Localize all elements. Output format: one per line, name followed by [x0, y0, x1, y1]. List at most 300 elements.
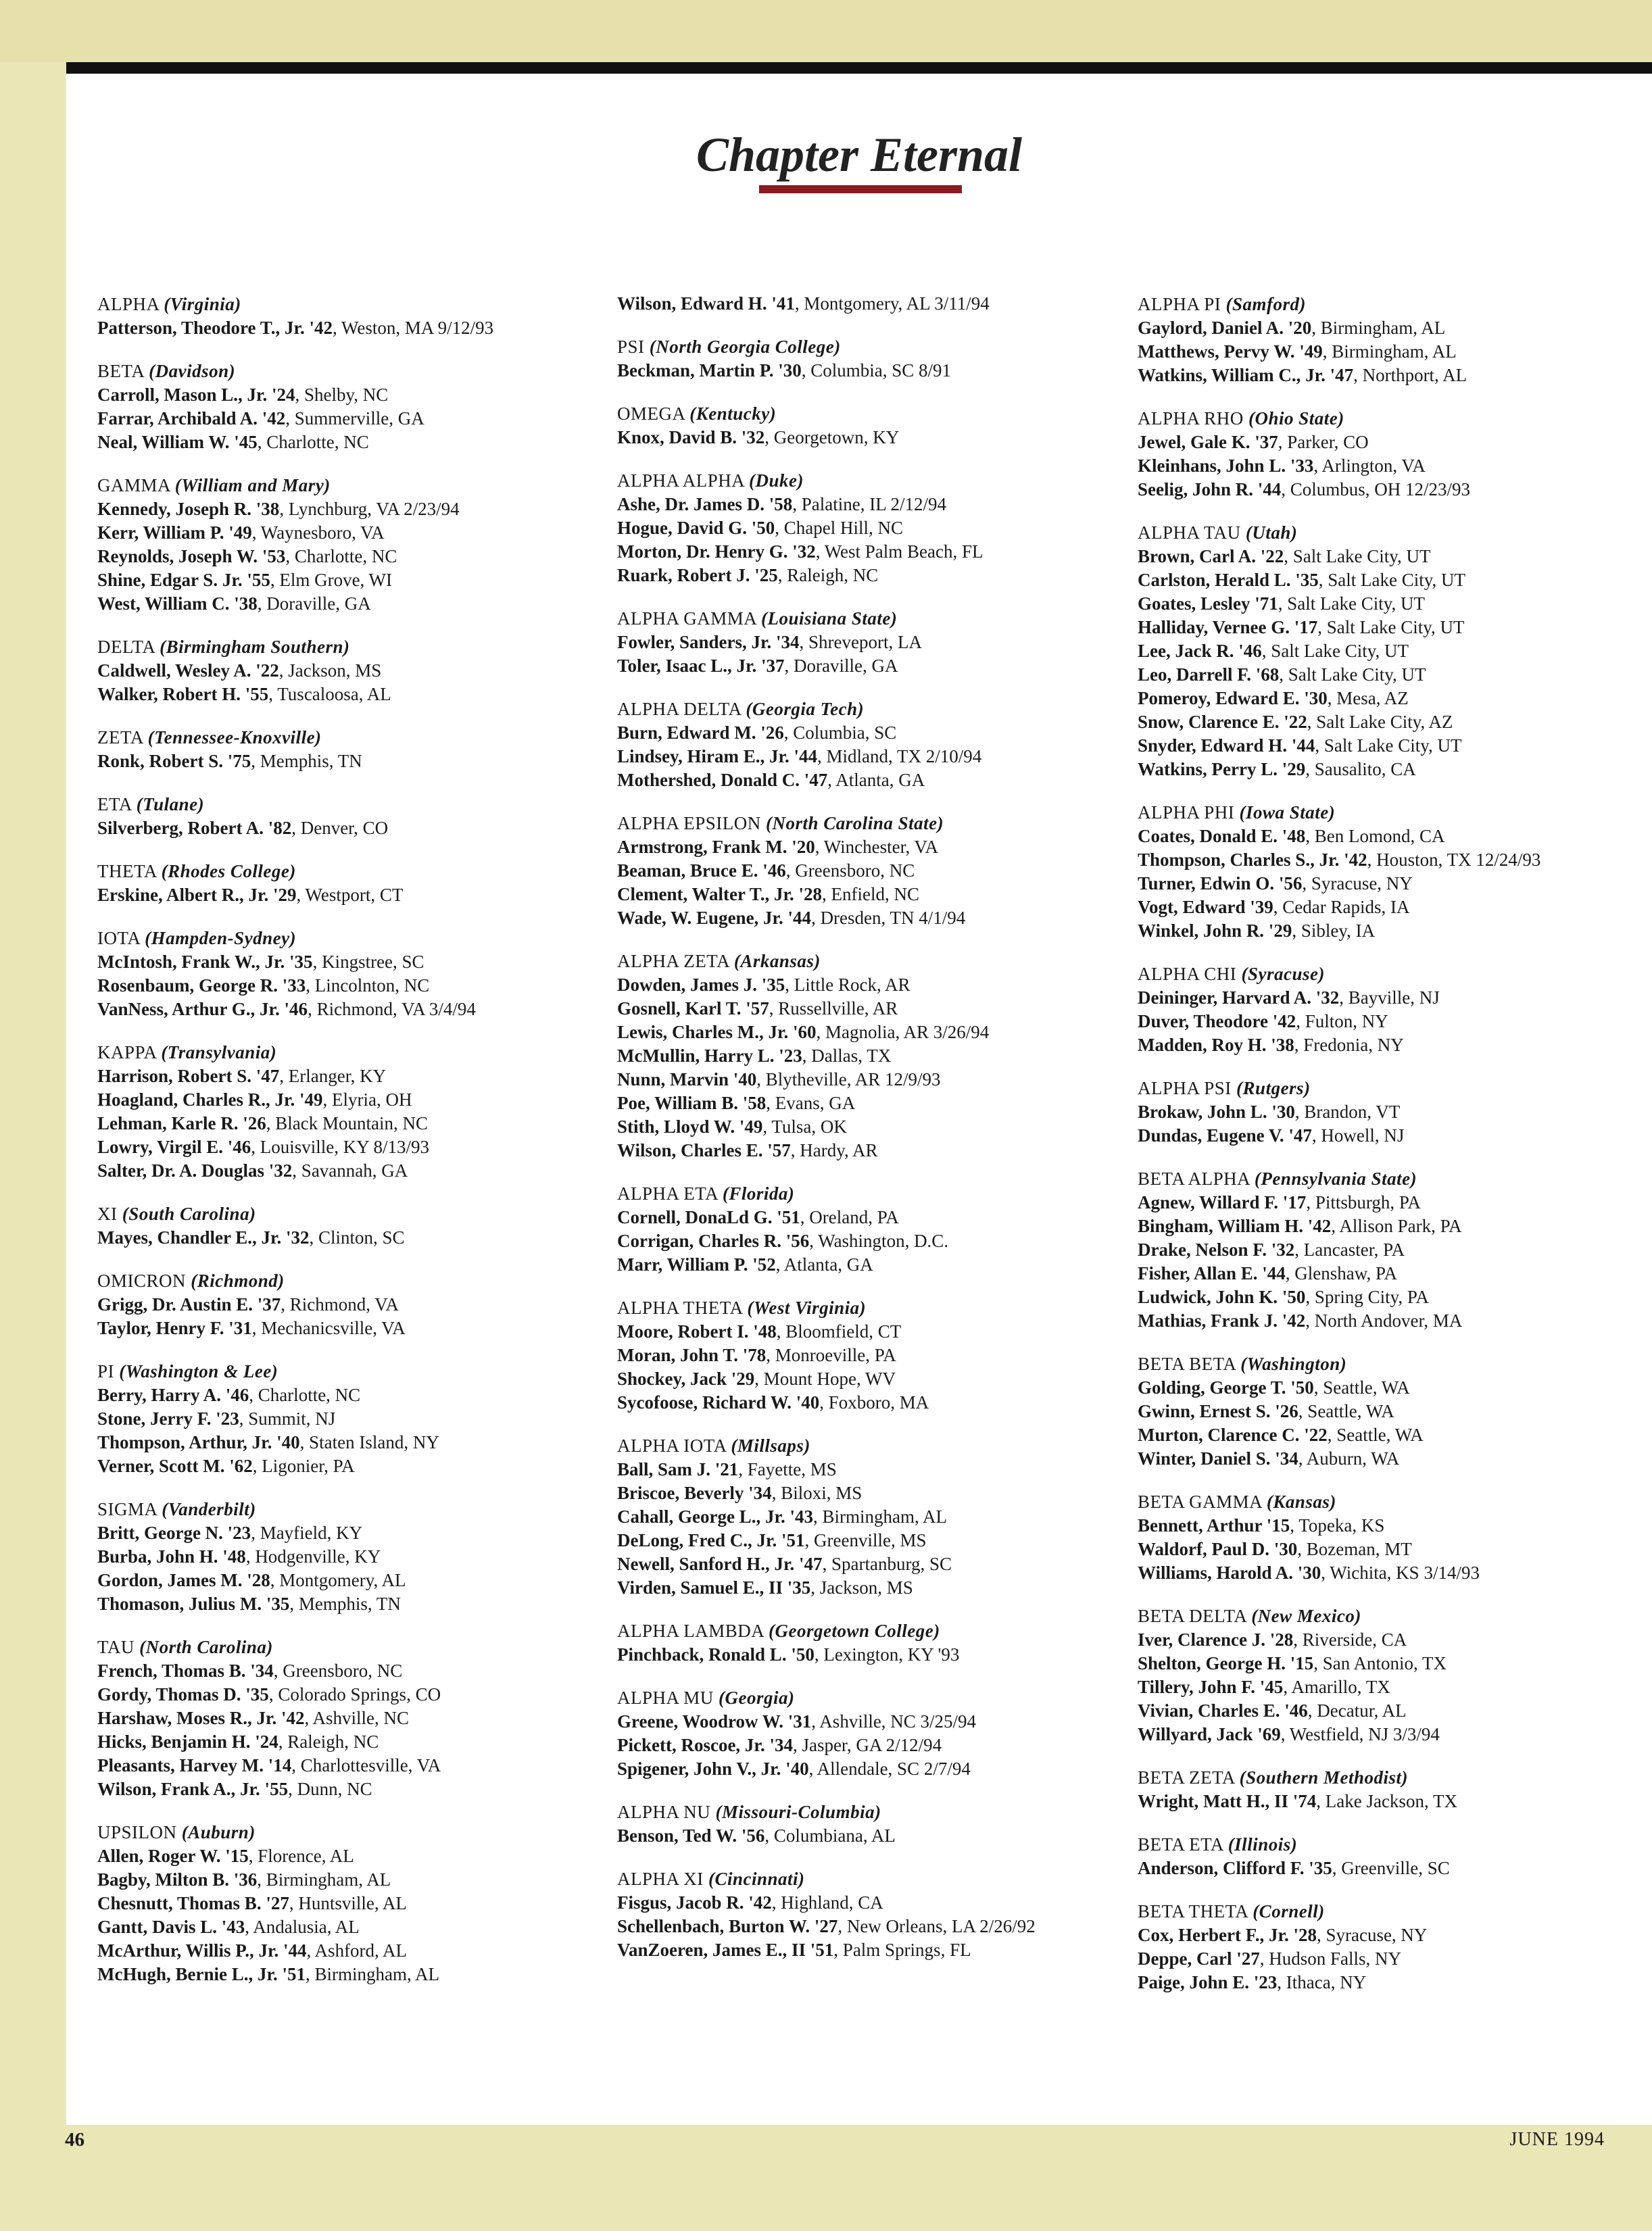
chapter-block: [1138, 406, 1651, 501]
chapter-name: SIGMA: [97, 1499, 157, 1519]
chapter-heading: [617, 606, 1131, 631]
member-entry: [617, 859, 1131, 883]
member-name: Carroll, Mason L., Jr. '24: [97, 385, 295, 405]
chapter-heading: [617, 1181, 1131, 1206]
chapter-block: [97, 359, 611, 454]
member-detail: , Ben Lomond, CA: [1305, 826, 1445, 846]
member-detail: , Spartanburg, SC: [822, 1554, 952, 1574]
member-entry: [617, 1938, 1131, 1962]
member-name: Ashe, Dr. James D. '58: [617, 494, 793, 514]
chapter-school: (Tennessee-Knoxville): [147, 727, 322, 747]
member-name: Lehman, Karle R. '26: [97, 1113, 266, 1133]
chapter-heading: [1138, 1076, 1651, 1100]
title-underline: [759, 185, 962, 193]
member-detail: , Biloxi, MS: [771, 1483, 863, 1503]
member-detail: , Amarillo, TX: [1283, 1677, 1390, 1697]
member-detail: , West Palm Beach, FL: [815, 541, 983, 562]
member-entry: [1138, 663, 1651, 687]
member-detail: , Charlotte, NC: [285, 546, 397, 566]
chapter-block: [617, 1433, 1131, 1600]
member-name: Harrison, Robert S. '47: [97, 1066, 280, 1086]
member-detail: , Ashville, NC 3/25/94: [811, 1711, 977, 1732]
chapter-block: [1138, 962, 1651, 1057]
member-entry: [97, 1317, 611, 1340]
member-name: Waldorf, Paul D. '30: [1138, 1539, 1298, 1559]
chapter-block: [617, 1800, 1131, 1848]
member-name: Kennedy, Joseph R. '38: [97, 499, 280, 519]
member-detail: , Seattle, WA: [1327, 1425, 1424, 1445]
member-name: Watkins, William C., Jr. '47: [1138, 365, 1354, 385]
chapter-name: ALPHA XI: [617, 1869, 704, 1889]
member-detail: , Dunn, NC: [288, 1779, 372, 1799]
member-name: Wilson, Frank A., Jr. '55: [97, 1779, 289, 1799]
member-detail: , Charlottesville, VA: [291, 1755, 441, 1775]
chapter-block: [617, 1181, 1131, 1277]
page-number: 46: [65, 2129, 84, 2151]
chapter-block: [1138, 1352, 1651, 1471]
chapter-name: ALPHA PHI: [1138, 802, 1235, 823]
chapter-name: TAU: [97, 1637, 135, 1657]
chapter-name: ALPHA EPSILON: [617, 813, 761, 833]
chapter-block: [1138, 1490, 1651, 1585]
member-name: Gantt, Davis L. '43: [97, 1917, 245, 1937]
member-name: French, Thomas B. '34: [97, 1661, 274, 1681]
member-entry: [1138, 616, 1651, 639]
member-entry: [617, 1044, 1131, 1068]
member-entry: [1138, 825, 1651, 848]
member-detail: , North Andover, MA: [1305, 1310, 1463, 1331]
member-name: Walker, Robert H. '55: [97, 684, 269, 704]
chapter-heading: [1138, 406, 1651, 431]
member-entry: [1138, 1376, 1651, 1400]
member-detail: , Summerville, GA: [285, 408, 424, 428]
chapter-heading: [1138, 962, 1651, 986]
chapter-block: [97, 1635, 611, 1801]
member-entry: [1138, 1215, 1651, 1238]
member-entry: [1138, 1191, 1651, 1215]
member-detail: , Blytheville, AR 12/9/93: [756, 1069, 941, 1089]
member-entry: [1138, 1699, 1651, 1723]
member-detail: , Hudson Falls, NY: [1259, 1948, 1401, 1969]
member-entry: [97, 1707, 611, 1730]
member-detail: , Brandon, VT: [1294, 1102, 1401, 1122]
member-detail: , San Antonio, TX: [1313, 1653, 1447, 1673]
chapter-block: [1138, 1604, 1651, 1746]
chapter-school: (Richmond): [191, 1271, 285, 1291]
member-name: Gaylord, Daniel A. '20: [1138, 318, 1312, 338]
member-detail: , Dallas, TX: [802, 1046, 892, 1066]
member-entry: [97, 1293, 611, 1317]
member-detail: , Birmingham, AL: [813, 1506, 947, 1527]
chapter-school: (Southern Methodist): [1239, 1767, 1408, 1788]
member-detail: , Glenshaw, PA: [1285, 1263, 1398, 1283]
member-detail: , Tuscaloosa, AL: [268, 684, 391, 704]
chapter-block: [97, 1202, 611, 1250]
chapter-school: (North Carolina): [139, 1637, 273, 1657]
member-entry: [97, 1778, 611, 1801]
member-detail: , Jasper, GA 2/12/94: [792, 1735, 942, 1755]
chapter-school: (Georgetown College): [769, 1621, 940, 1641]
chapter-heading: [617, 401, 1131, 426]
member-name: Brokaw, John L. '30: [1138, 1102, 1295, 1122]
member-entry: [1138, 1124, 1651, 1148]
member-name: Burn, Edward M. '26: [617, 722, 784, 743]
member-detail: , Tulsa, OK: [762, 1117, 847, 1137]
chapter-heading: [1138, 800, 1651, 825]
member-entry: [617, 1068, 1131, 1092]
chapter-heading: [617, 468, 1131, 493]
member-entry: [617, 1576, 1131, 1600]
chapter-heading: [1138, 1167, 1651, 1191]
member-name: Fowler, Sanders, Jr. '34: [617, 632, 800, 652]
member-entry: [97, 1844, 611, 1868]
chapter-block: [1138, 1167, 1651, 1333]
member-entry: [617, 997, 1131, 1021]
chapter-name: BETA ZETA: [1138, 1767, 1235, 1788]
member-name: Chesnutt, Thomas B. '27: [97, 1893, 289, 1913]
member-entry: [617, 1229, 1131, 1253]
member-name: Bennett, Arthur '15: [1138, 1515, 1290, 1536]
column-3: [1138, 292, 1651, 2013]
member-entry: [1138, 454, 1651, 478]
member-name: Reynolds, Joseph W. '53: [97, 546, 286, 566]
chapter-block: [1138, 292, 1651, 387]
chapter-block: [97, 473, 611, 616]
member-detail: , Fayette, MS: [738, 1459, 837, 1479]
chapter-school: (Ohio State): [1248, 408, 1344, 428]
chapter-block: [97, 1359, 611, 1478]
member-entry: [97, 816, 611, 840]
member-name: Turner, Edwin O. '56: [1138, 873, 1303, 893]
member-entry: [97, 1064, 611, 1088]
member-name: Thomason, Julius M. '35: [97, 1594, 290, 1614]
member-detail: , Colorado Springs, CO: [268, 1684, 441, 1705]
chapter-school: (West Virginia): [747, 1298, 867, 1318]
member-entry: [1138, 758, 1651, 781]
member-entry: [617, 292, 1131, 316]
member-detail: , Mount Hope, WV: [754, 1369, 896, 1389]
chapter-name: ALPHA NU: [617, 1802, 711, 1822]
member-entry: [617, 1458, 1131, 1481]
member-name: Vivian, Charles E. '46: [1138, 1700, 1308, 1721]
member-name: Harshaw, Moses R., Jr. '42: [97, 1708, 305, 1728]
member-detail: , Salt Lake City, UT: [1284, 546, 1431, 566]
member-detail: , Shelby, NC: [295, 385, 389, 405]
member-entry: [1138, 1971, 1651, 1994]
member-detail: , Georgetown, KY: [764, 427, 900, 447]
member-name: Cornell, DonaLd G. '51: [617, 1207, 800, 1227]
member-entry: [1138, 639, 1651, 663]
member-entry: [97, 431, 611, 454]
chapter-name: BETA DELTA: [1138, 1606, 1246, 1626]
member-detail: , Sausalito, CA: [1305, 759, 1416, 779]
member-detail: , Foxboro, MA: [819, 1392, 929, 1413]
member-name: Allen, Roger W. '15: [97, 1846, 249, 1866]
member-entry: [617, 1367, 1131, 1391]
member-name: Bagby, Milton B. '36: [97, 1869, 258, 1890]
member-name: Spigener, John V., Jr. '40: [617, 1759, 809, 1779]
member-entry: [97, 1159, 611, 1183]
member-name: Greene, Woodrow W. '31: [617, 1711, 812, 1732]
member-detail: , Spring City, PA: [1305, 1287, 1429, 1307]
chapter-school: (Davidson): [149, 361, 236, 381]
member-entry: [1138, 1423, 1651, 1447]
chapter-heading: [617, 1619, 1131, 1643]
chapter-name: ALPHA PI: [1138, 294, 1221, 314]
chapter-block: [617, 1619, 1131, 1667]
member-name: Patterson, Theodore T., Jr. '42: [97, 318, 333, 338]
chapter-heading: [97, 1820, 611, 1844]
member-name: Golding, George T. '50: [1138, 1377, 1314, 1398]
member-name: Wade, W. Eugene, Jr. '44: [617, 908, 812, 928]
page-title: Chapter Eternal: [696, 128, 1023, 182]
chapter-block: [617, 1686, 1131, 1781]
member-detail: , Russellville, AR: [769, 998, 898, 1019]
member-detail: , Cedar Rapids, IA: [1273, 897, 1410, 917]
chapter-school: (Washington & Lee): [119, 1361, 278, 1381]
member-name: Tillery, John F. '45: [1138, 1677, 1284, 1697]
member-detail: , Denver, CO: [291, 818, 389, 838]
chapter-block: [1138, 1076, 1651, 1148]
member-entry: [617, 883, 1131, 906]
member-detail: , Shreveport, LA: [799, 632, 922, 652]
member-entry: [617, 768, 1131, 792]
chapter-school: (Virginia): [164, 294, 241, 314]
member-entry: [1138, 734, 1651, 758]
member-detail: , Fredonia, NY: [1294, 1035, 1404, 1055]
chapter-block: [97, 292, 611, 340]
member-detail: , Salt Lake City, AZ: [1307, 712, 1453, 732]
member-name: Briscoe, Beverly '34: [617, 1483, 772, 1503]
chapter-school: (Illinois): [1228, 1834, 1298, 1855]
member-entry: [97, 383, 611, 407]
member-name: McMullin, Harry L. '23: [617, 1046, 802, 1066]
member-name: DeLong, Fred C., Jr. '51: [617, 1530, 805, 1550]
chapter-name: PI: [97, 1361, 115, 1381]
chapter-name: ZETA: [97, 727, 143, 747]
member-name: Dundas, Eugene V. '47: [1138, 1125, 1312, 1146]
member-entry: [97, 659, 611, 683]
chapter-heading: [617, 697, 1131, 721]
chapter-heading: [617, 949, 1131, 973]
chapter-school: (Pennsylvania State): [1254, 1169, 1417, 1189]
member-entry: [1138, 431, 1651, 454]
member-name: Shine, Edgar S. Jr. '55: [97, 570, 270, 590]
member-detail: , Memphis, TN: [289, 1594, 401, 1614]
member-detail: , Westport, CT: [296, 885, 404, 905]
member-detail: , Magnolia, AR 3/26/94: [816, 1022, 990, 1042]
member-detail: , Black Mountain, NC: [266, 1113, 428, 1133]
member-name: Britt, George N. '23: [97, 1523, 251, 1543]
member-name: Goates, Lesley '71: [1138, 593, 1278, 614]
member-entry: [617, 1915, 1131, 1938]
member-detail: , Huntsville, AL: [289, 1893, 407, 1913]
member-entry: [1138, 872, 1651, 896]
member-entry: [97, 1868, 611, 1892]
chapter-school: (New Mexico): [1251, 1606, 1361, 1626]
chapter-heading: [97, 1202, 611, 1226]
member-entry: [1138, 1400, 1651, 1423]
member-detail: , Raleigh, NC: [777, 565, 879, 585]
chapter-heading: [97, 1359, 611, 1383]
member-detail: , Montgomery, AL 3/11/94: [794, 293, 990, 314]
member-entry: [617, 1643, 1131, 1667]
member-name: Iver, Clarence J. '28: [1138, 1629, 1294, 1650]
chapter-name: ALPHA MU: [617, 1688, 714, 1708]
member-entry: [617, 745, 1131, 768]
member-name: Corrigan, Charles R. '56: [617, 1231, 810, 1251]
member-name: Knox, David B. '32: [617, 427, 765, 447]
member-name: Ronk, Robert S. '75: [97, 751, 251, 771]
member-detail: , Greenville, MS: [804, 1530, 927, 1550]
member-detail: , Lincolnton, NC: [306, 975, 430, 996]
member-name: Armstrong, Frank M. '20: [617, 837, 815, 857]
member-name: Burba, John H. '48: [97, 1546, 246, 1567]
member-entry: [617, 1344, 1131, 1367]
member-entry: [617, 631, 1131, 654]
member-entry: [97, 407, 611, 431]
member-name: Farrar, Archibald A. '42: [97, 408, 286, 428]
member-entry: [97, 1545, 611, 1569]
member-name: Pinchback, Ronald L. '50: [617, 1644, 815, 1665]
member-detail: , Northport, AL: [1353, 365, 1467, 385]
chapter-block: [617, 697, 1131, 792]
chapter-heading: [1138, 520, 1651, 545]
chapter-name: ALPHA ETA: [617, 1183, 718, 1204]
member-entry: [617, 1391, 1131, 1415]
member-detail: , Greenville, SC: [1332, 1858, 1450, 1878]
member-name: Ball, Sam J. '21: [617, 1459, 739, 1479]
member-entry: [617, 1253, 1131, 1277]
member-entry: [97, 1915, 611, 1939]
member-entry: [1138, 1262, 1651, 1285]
member-detail: , Andalusia, AL: [245, 1917, 360, 1937]
member-detail: , Monroeville, PA: [766, 1345, 896, 1365]
member-name: Deininger, Harvard A. '32: [1138, 987, 1340, 1008]
member-name: Stith, Lloyd W. '49: [617, 1117, 763, 1137]
member-name: Hoagland, Charles R., Jr. '49: [97, 1089, 323, 1110]
member-entry: [1138, 545, 1651, 568]
member-name: VanNess, Arthur G., Jr. '46: [97, 999, 308, 1019]
member-detail: , Salt Lake City, UT: [1261, 641, 1409, 661]
member-detail: , Salt Lake City, UT: [1317, 617, 1465, 637]
member-entry: [1138, 1538, 1651, 1561]
member-entry: [1138, 919, 1651, 943]
member-name: Gordy, Thomas D. '35: [97, 1684, 269, 1705]
member-name: Hogue, David G. '50: [617, 518, 775, 538]
member-entry: [1138, 1923, 1651, 1947]
member-detail: , Westfield, NJ 3/3/94: [1280, 1724, 1440, 1744]
chapter-block: [617, 292, 1131, 316]
chapter-name: ALPHA TAU: [1138, 522, 1241, 543]
member-entry: [97, 1112, 611, 1135]
chapter-block: [97, 926, 611, 1021]
chapter-school: (Rhodes College): [161, 861, 296, 881]
member-detail: , Birmingham, AL: [306, 1964, 439, 1984]
member-name: Thompson, Arthur, Jr. '40: [97, 1432, 300, 1452]
member-name: Poe, William B. '58: [617, 1093, 767, 1113]
member-detail: , Lynchburg, VA 2/23/94: [279, 499, 460, 519]
member-detail: , Lake Jackson, TX: [1316, 1791, 1457, 1811]
member-detail: , Washington, D.C.: [809, 1231, 949, 1251]
member-name: Wright, Matt H., II '74: [1138, 1791, 1317, 1811]
chapter-school: (Cornell): [1253, 1901, 1325, 1921]
chapter-school: (Samford): [1225, 294, 1307, 314]
member-entry: [617, 1710, 1131, 1734]
member-name: Vogt, Edward '39: [1138, 897, 1273, 917]
chapter-heading: [617, 335, 1131, 359]
member-entry: [97, 521, 611, 545]
footer: [0, 2125, 1652, 2231]
member-name: Clement, Walter T., Jr. '28: [617, 884, 822, 904]
member-detail: , Auburn, WA: [1298, 1448, 1400, 1469]
page: [66, 62, 1652, 2125]
member-name: Gordon, James M. '28: [97, 1570, 270, 1590]
member-detail: , Mesa, AZ: [1327, 688, 1409, 708]
member-detail: , Erlanger, KY: [279, 1066, 387, 1086]
member-detail: , Greensboro, NC: [785, 860, 915, 881]
member-name: Bingham, William H. '42: [1138, 1216, 1332, 1236]
chapter-school: (Millsaps): [731, 1436, 810, 1456]
chapter-heading: [617, 1800, 1131, 1824]
member-name: Hicks, Benjamin H. '24: [97, 1732, 278, 1752]
member-name: Shelton, George H. '15: [1138, 1653, 1314, 1673]
member-detail: , Clinton, SC: [309, 1227, 405, 1248]
member-detail: , Columbia, SC: [783, 722, 897, 743]
member-detail: , Kingstree, SC: [312, 952, 424, 972]
column-1: [97, 292, 611, 2005]
chapter-name: BETA ETA: [1138, 1834, 1223, 1855]
member-detail: , Enfield, NC: [822, 884, 919, 904]
member-name: Mathias, Frank J. '42: [1138, 1310, 1306, 1331]
member-detail: , Bayville, NJ: [1339, 987, 1440, 1008]
member-entry: [97, 950, 611, 974]
member-detail: , Salt Lake City, UT: [1318, 570, 1465, 590]
chapter-block: [617, 949, 1131, 1162]
member-entry: [617, 906, 1131, 930]
chapter-name: XI: [97, 1204, 118, 1224]
chapter-school: (Syracuse): [1241, 964, 1325, 984]
chapter-heading: [1138, 1899, 1651, 1923]
member-detail: , Allendale, SC 2/7/94: [808, 1759, 971, 1779]
chapter-block: [1138, 1765, 1651, 1813]
chapter-block: [617, 468, 1131, 587]
chapter-name: ALPHA DELTA: [617, 699, 742, 719]
chapter-school: (Auburn): [181, 1822, 256, 1842]
member-entry: [617, 564, 1131, 587]
member-detail: , Bozeman, MT: [1297, 1539, 1412, 1559]
member-name: Neal, William W. '45: [97, 432, 258, 452]
member-entry: [617, 973, 1131, 997]
member-entry: [617, 493, 1131, 516]
member-name: West, William C. '38: [97, 593, 258, 614]
member-detail: , Riverside, CA: [1293, 1629, 1407, 1650]
member-name: Lee, Jack R. '46: [1138, 641, 1262, 661]
chapter-school: (Birmingham Southern): [160, 637, 350, 657]
chapter-block: [97, 1269, 611, 1340]
member-name: Ludwick, John K. '50: [1138, 1287, 1306, 1307]
member-entry: [97, 568, 611, 592]
member-detail: , Winchester, VA: [815, 837, 939, 857]
member-entry: [97, 1383, 611, 1407]
member-entry: [617, 1824, 1131, 1848]
member-entry: [617, 516, 1131, 540]
member-detail: , Chapel Hill, NC: [775, 518, 904, 538]
member-entry: [97, 683, 611, 706]
member-entry: [97, 974, 611, 998]
member-name: Murton, Clarence C. '22: [1138, 1425, 1328, 1445]
member-name: Kleinhans, John L. '33: [1138, 456, 1314, 476]
